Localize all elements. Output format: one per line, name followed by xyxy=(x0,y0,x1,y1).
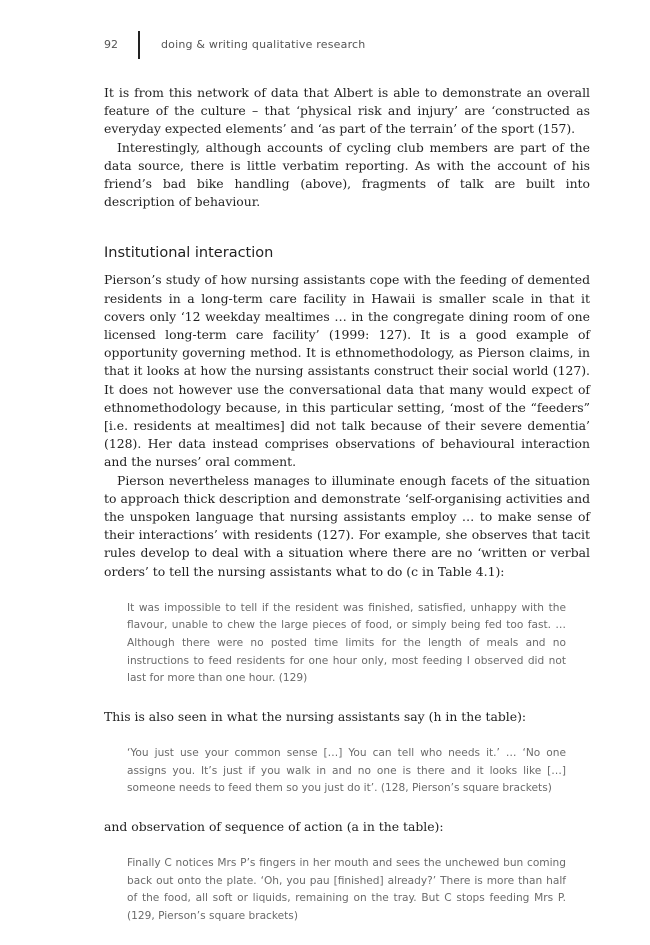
block-quote-2: ‘You just use your common sense […] You can tell who needs it.’ … ‘No one assigns you. It’s just if you walk in and no one is there and it looks like […] someone needs to feed them so you just do it’. (128, Pierson’s square brackets) xyxy=(127,747,566,795)
paragraph-4: Pierson nevertheless manages to illuminate enough facets of the situation to approach thick description and demonstrate ‘self-organising activities and the unspoken language that nursing assistants employ … to make sense of their interactions’ with residents (127). For example, she observes that tacit rules develop to deal with a situation where there are no ‘written or verbal orders’ to tell the nursing assistants what to do (c in Table 4.1): xyxy=(104,472,590,579)
paragraph-6: and observation of sequence of action (a in the table): xyxy=(104,818,444,834)
paragraph-5: This is also seen in what the nursing assistants say (h in the table): xyxy=(104,708,527,724)
block-quote-1: It was impossible to tell if the resident was finished, satisfied, unhappy with the flavour, unable to chew the large pieces of food, or simply being fed too fast. … Although there were no posted time limits for the length of meals and no instructions to feed residents for one hour only, most feeding I observed did not last for more than one hour. (129) xyxy=(127,601,566,685)
paragraph-1: It is from this network of data that Albert is able to demonstrate an overall feature of the culture – that ‘physical risk and injury’ are ‘constructed as everyday expected elements’ and ‘as part of the terrain’ of the sport (157). xyxy=(104,85,590,137)
page-body xyxy=(104,84,590,945)
page-header xyxy=(0,0,650,70)
header-divider xyxy=(138,31,140,59)
block-quote-3: Finally C notices Mrs P’s fingers in her mouth and sees the unchewed bun coming back out onto the plate. ‘Oh, you pau [finished] already?’ There is more than half of the food, all soft or liquids, remaining on the tray. But C stops feeding Mrs P. (129, Pierson’s square brackets) xyxy=(127,857,566,922)
page-number: 92 xyxy=(104,38,118,51)
section-heading: Institutional interaction xyxy=(104,245,274,262)
paragraph-2: Interestingly, although accounts of cycling club members are part of the data source, there is little verbatim reporting. As with the account of his friend’s bad bike handling (above), fragments of talk are built into description of behaviour. xyxy=(104,139,590,210)
running-title: doing & writing qualitative research xyxy=(161,38,366,51)
paragraph-3: Pierson’s study of how nursing assistants cope with the feeding of demented residents in a long-term care facility in Hawaii is smaller scale in that it covers only ‘12 weekday mealtimes … in the congregate dining room of one licensed long-term care facility’ (1999: 127). It is a good example of opportunity governing method. It is ethnomethodology, as Pierson claims, in that it looks at how the nursing assistants construct their social world (127). It does not however use the conversational data that many would expect of ethnomethodology because, in this particular setting, ‘most of the “feeders” [i.e. residents at mealtimes] did not talk because of their severe dementia’ (128). Her data instead comprises observations of behavioural interaction and the nurses’ oral comment. xyxy=(104,272,590,470)
